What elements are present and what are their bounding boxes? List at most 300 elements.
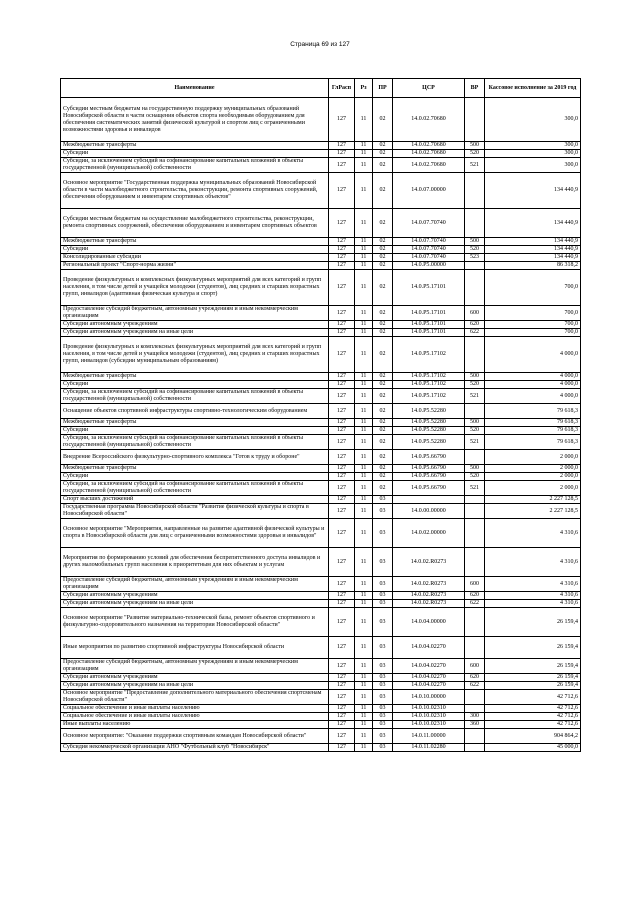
cell-amount: 26 159,4 bbox=[485, 608, 581, 637]
table-row bbox=[61, 690, 581, 705]
cell-pr: 02 bbox=[373, 173, 393, 209]
cell-vr: 300 bbox=[465, 713, 485, 721]
cell-csr: 14.0.02.R0273 bbox=[393, 548, 465, 577]
cell-name: Основное мероприятие "Предоставление дополнительного материального обеспечения спортсменам Новосибирской области" bbox=[61, 690, 329, 705]
cell-csr: 14.0.P5.17101 bbox=[393, 329, 465, 337]
table-row bbox=[61, 713, 581, 721]
cell-csr: 14.0.02.R0273 bbox=[393, 592, 465, 600]
cell-csr: 14.0.P5.17101 bbox=[393, 321, 465, 329]
table-row bbox=[61, 744, 581, 752]
cell-vr bbox=[465, 729, 485, 744]
cell-glrasp: 127 bbox=[329, 481, 355, 496]
cell-csr: 14.0.02.R0273 bbox=[393, 577, 465, 592]
cell-rz: 11 bbox=[355, 519, 373, 548]
cell-glrasp: 127 bbox=[329, 435, 355, 450]
cell-csr: 14.0.10.00000 bbox=[393, 690, 465, 705]
table-row bbox=[61, 659, 581, 674]
cell-csr: 14.0.07.70740 bbox=[393, 209, 465, 238]
cell-name: Проведение физкультурных и комплексных физкультурных мероприятий для всех категорий и групп населения, в том числе детей и учащейся молодежи (студентов), лиц средних и старших возрастных групп, инвалидов (субсидии муниципальным образованиям) bbox=[61, 337, 329, 373]
cell-pr: 03 bbox=[373, 744, 393, 752]
cell-glrasp: 127 bbox=[329, 674, 355, 682]
cell-rz: 11 bbox=[355, 713, 373, 721]
cell-glrasp: 127 bbox=[329, 381, 355, 389]
cell-pr: 02 bbox=[373, 98, 393, 142]
cell-glrasp: 127 bbox=[329, 270, 355, 306]
cell-amount: 2 000,0 bbox=[485, 481, 581, 496]
cell-name: Субсидии местным бюджетам на государственную поддержку муниципальных образований Новосибирской области в части оснащения объектов спорта необходимым оборудованием для обеспечения систематических занятий физической культурой и спортом лиц с ограниченными возможностями здоровья и инвалидов bbox=[61, 98, 329, 142]
cell-csr: 14.0.04.02270 bbox=[393, 659, 465, 674]
cell-rz: 11 bbox=[355, 404, 373, 419]
cell-vr: 500 bbox=[465, 373, 485, 381]
cell-csr: 14.0.P5.52280 bbox=[393, 404, 465, 419]
cell-pr: 03 bbox=[373, 713, 393, 721]
cell-name: Субсидии bbox=[61, 473, 329, 481]
cell-vr: 520 bbox=[465, 381, 485, 389]
cell-vr: 622 bbox=[465, 329, 485, 337]
cell-csr: 14.0.07.70740 bbox=[393, 246, 465, 254]
cell-name: Предоставление субсидий бюджетным, автономным учреждениям и иным некоммерческим организациям bbox=[61, 577, 329, 592]
header-glrasp: ГлРасп bbox=[329, 79, 355, 98]
cell-amount: 42 712,6 bbox=[485, 705, 581, 713]
header-name: Наименование bbox=[61, 79, 329, 98]
cell-vr: 500 bbox=[465, 465, 485, 473]
cell-vr bbox=[465, 98, 485, 142]
cell-rz: 11 bbox=[355, 150, 373, 158]
table-row bbox=[61, 246, 581, 254]
cell-glrasp: 127 bbox=[329, 548, 355, 577]
cell-csr: 14.0.02.70680 bbox=[393, 142, 465, 150]
cell-vr bbox=[465, 690, 485, 705]
cell-csr: 14.0.P5.17102 bbox=[393, 337, 465, 373]
table-row bbox=[61, 209, 581, 238]
cell-vr: 500 bbox=[465, 419, 485, 427]
cell-csr: 14.0.P5.17102 bbox=[393, 373, 465, 381]
cell-name: Основное мероприятие "Мероприятия, направленные на развитие адаптивной физической культуры и спорта в Новосибирской области для лиц с ограниченными возможностями здоровья и инвалидов" bbox=[61, 519, 329, 548]
cell-amount: 700,0 bbox=[485, 270, 581, 306]
cell-rz: 11 bbox=[355, 721, 373, 729]
cell-name: Субсидии местным бюджетам на осуществление малобюджетного строительства, реконструкции, ремонта спортивных сооружений, обеспечения оборудованием и инвентарем спортивных объектов bbox=[61, 209, 329, 238]
cell-glrasp: 127 bbox=[329, 337, 355, 373]
cell-name: Субсидии, за исключением субсидий на софинансирование капитальных вложений в объекты государственной (муниципальной) собственности bbox=[61, 481, 329, 496]
header-amount: Кассовое исполнение за 2019 год bbox=[485, 79, 581, 98]
cell-rz: 11 bbox=[355, 705, 373, 713]
cell-name: Проведение физкультурных и комплексных физкультурных мероприятий для всех категорий и групп населения, в том числе детей и учащейся молодежи (студентов), лиц средних и старших возрастных групп, инвалидов (адаптивная физическая культура и спорт) bbox=[61, 270, 329, 306]
cell-pr: 03 bbox=[373, 504, 393, 519]
cell-name: Основное мероприятие: "Оказание поддержки спортивным командам Новосибирской области" bbox=[61, 729, 329, 744]
cell-rz: 11 bbox=[355, 142, 373, 150]
table-row bbox=[61, 608, 581, 637]
cell-rz: 11 bbox=[355, 496, 373, 504]
cell-glrasp: 127 bbox=[329, 504, 355, 519]
cell-pr: 03 bbox=[373, 577, 393, 592]
cell-vr bbox=[465, 744, 485, 752]
cell-amount: 700,0 bbox=[485, 329, 581, 337]
cell-rz: 11 bbox=[355, 659, 373, 674]
cell-name: Предоставление субсидий бюджетным, автономным учреждениям и иным некоммерческим организациям bbox=[61, 659, 329, 674]
cell-amount: 2 227 128,5 bbox=[485, 496, 581, 504]
cell-vr: 520 bbox=[465, 473, 485, 481]
cell-rz: 11 bbox=[355, 427, 373, 435]
cell-amount: 79 618,3 bbox=[485, 435, 581, 450]
cell-csr: 14.0.02.70680 bbox=[393, 150, 465, 158]
cell-vr bbox=[465, 705, 485, 713]
cell-csr: 14.0.10.02310 bbox=[393, 721, 465, 729]
cell-amount: 4 310,6 bbox=[485, 519, 581, 548]
cell-pr: 02 bbox=[373, 373, 393, 381]
cell-rz: 11 bbox=[355, 419, 373, 427]
cell-pr: 03 bbox=[373, 729, 393, 744]
cell-glrasp: 127 bbox=[329, 659, 355, 674]
cell-rz: 11 bbox=[355, 465, 373, 473]
cell-csr: 14.0.P5.66790 bbox=[393, 465, 465, 473]
cell-rz: 11 bbox=[355, 729, 373, 744]
cell-vr: 521 bbox=[465, 481, 485, 496]
cell-pr: 02 bbox=[373, 427, 393, 435]
cell-name: Основное мероприятие "Развитие материально-технической базы, ремонт объектов спортивного и физкультурно-оздоровительного назначения на территории Новосибирской области" bbox=[61, 608, 329, 637]
cell-glrasp: 127 bbox=[329, 329, 355, 337]
cell-vr: 520 bbox=[465, 150, 485, 158]
table-row bbox=[61, 519, 581, 548]
cell-pr: 02 bbox=[373, 238, 393, 246]
table-row bbox=[61, 721, 581, 729]
cell-name: Иные мероприятия по развитию спортивной инфраструктуры Новосибирской области bbox=[61, 637, 329, 659]
cell-csr: 14.0.02.70680 bbox=[393, 158, 465, 173]
cell-name: Субсидии автономным учреждениям bbox=[61, 592, 329, 600]
table-row bbox=[61, 173, 581, 209]
cell-csr: 14.0.04.02270 bbox=[393, 637, 465, 659]
cell-glrasp: 127 bbox=[329, 306, 355, 321]
cell-name: Иные выплаты населению bbox=[61, 721, 329, 729]
cell-vr: 620 bbox=[465, 321, 485, 329]
table-row bbox=[61, 637, 581, 659]
table-row bbox=[61, 158, 581, 173]
cell-glrasp: 127 bbox=[329, 373, 355, 381]
cell-rz: 11 bbox=[355, 270, 373, 306]
cell-rz: 11 bbox=[355, 337, 373, 373]
cell-rz: 11 bbox=[355, 381, 373, 389]
table-row bbox=[61, 674, 581, 682]
cell-amount: 904 864,2 bbox=[485, 729, 581, 744]
table-row bbox=[61, 427, 581, 435]
cell-pr: 02 bbox=[373, 306, 393, 321]
cell-amount: 42 712,6 bbox=[485, 721, 581, 729]
cell-glrasp: 127 bbox=[329, 577, 355, 592]
cell-amount: 4 310,6 bbox=[485, 577, 581, 592]
cell-csr: 14.0.02.00000 bbox=[393, 519, 465, 548]
cell-rz: 11 bbox=[355, 254, 373, 262]
cell-csr: 14.0.P5.66790 bbox=[393, 473, 465, 481]
cell-vr bbox=[465, 496, 485, 504]
cell-glrasp: 127 bbox=[329, 608, 355, 637]
cell-amount: 45 000,0 bbox=[485, 744, 581, 752]
cell-amount: 26 159,4 bbox=[485, 682, 581, 690]
cell-glrasp: 127 bbox=[329, 209, 355, 238]
cell-vr: 600 bbox=[465, 306, 485, 321]
cell-amount: 79 618,3 bbox=[485, 427, 581, 435]
table-row bbox=[61, 419, 581, 427]
cell-name: Субсидии автономным учреждениям на иные цели bbox=[61, 329, 329, 337]
table-row bbox=[61, 389, 581, 404]
cell-glrasp: 127 bbox=[329, 389, 355, 404]
cell-glrasp: 127 bbox=[329, 729, 355, 744]
cell-amount: 300,0 bbox=[485, 142, 581, 150]
cell-vr bbox=[465, 404, 485, 419]
cell-amount: 4 000,0 bbox=[485, 389, 581, 404]
cell-pr: 02 bbox=[373, 450, 393, 465]
cell-vr bbox=[465, 450, 485, 465]
header-pr: ПР bbox=[373, 79, 393, 98]
cell-pr: 02 bbox=[373, 465, 393, 473]
cell-glrasp: 127 bbox=[329, 142, 355, 150]
cell-name: Субсидии, за исключением субсидий на софинансирование капитальных вложений в объекты государственной (муниципальной) собственности bbox=[61, 389, 329, 404]
cell-vr bbox=[465, 173, 485, 209]
cell-pr: 02 bbox=[373, 254, 393, 262]
table-row bbox=[61, 682, 581, 690]
cell-name: Субсидии, за исключением субсидий на софинансирование капитальных вложений в объекты государственной (муниципальной) собственности bbox=[61, 158, 329, 173]
cell-vr: 521 bbox=[465, 435, 485, 450]
cell-rz: 11 bbox=[355, 389, 373, 404]
table-row bbox=[61, 435, 581, 450]
cell-pr: 02 bbox=[373, 142, 393, 150]
cell-rz: 11 bbox=[355, 329, 373, 337]
cell-name: Основное мероприятие "Государственная поддержка муниципальных образований Новосибирской области в части малобюджетного строительства, реконструкции, ремонта спортивных сооружений, обеспечения оборудованием и инвентарем спортивных объектов" bbox=[61, 173, 329, 209]
page-number-header: Страница 69 из 127 bbox=[290, 41, 350, 48]
cell-csr: 14.0.P5.66790 bbox=[393, 481, 465, 496]
cell-csr: 14.0.04.02270 bbox=[393, 674, 465, 682]
cell-vr: 620 bbox=[465, 592, 485, 600]
cell-name: Консолидированные субсидии bbox=[61, 254, 329, 262]
cell-glrasp: 127 bbox=[329, 321, 355, 329]
cell-amount: 134 440,9 bbox=[485, 246, 581, 254]
cell-vr: 622 bbox=[465, 600, 485, 608]
cell-name: Межбюджетные трансферты bbox=[61, 419, 329, 427]
table-row bbox=[61, 381, 581, 389]
cell-rz: 11 bbox=[355, 306, 373, 321]
cell-glrasp: 127 bbox=[329, 600, 355, 608]
table-body bbox=[61, 98, 581, 752]
cell-pr: 03 bbox=[373, 690, 393, 705]
cell-vr bbox=[465, 262, 485, 270]
cell-csr: 14.0.04.02270 bbox=[393, 682, 465, 690]
cell-rz: 11 bbox=[355, 548, 373, 577]
cell-amount: 86 318,2 bbox=[485, 262, 581, 270]
cell-amount: 26 159,4 bbox=[485, 674, 581, 682]
cell-rz: 11 bbox=[355, 158, 373, 173]
cell-pr: 03 bbox=[373, 659, 393, 674]
cell-vr: 600 bbox=[465, 659, 485, 674]
cell-pr: 03 bbox=[373, 705, 393, 713]
table-row bbox=[61, 450, 581, 465]
cell-glrasp: 127 bbox=[329, 721, 355, 729]
cell-pr: 02 bbox=[373, 246, 393, 254]
cell-pr: 02 bbox=[373, 262, 393, 270]
cell-vr: 520 bbox=[465, 427, 485, 435]
cell-rz: 11 bbox=[355, 321, 373, 329]
cell-vr: 521 bbox=[465, 389, 485, 404]
cell-name: Субсидии автономным учреждениям bbox=[61, 674, 329, 682]
cell-vr bbox=[465, 504, 485, 519]
cell-pr: 02 bbox=[373, 435, 393, 450]
cell-name: Региональный проект "Спорт-норма жизни" bbox=[61, 262, 329, 270]
cell-amount: 134 440,9 bbox=[485, 173, 581, 209]
cell-rz: 11 bbox=[355, 481, 373, 496]
cell-amount: 134 440,9 bbox=[485, 238, 581, 246]
table-row bbox=[61, 321, 581, 329]
cell-amount: 300,0 bbox=[485, 98, 581, 142]
cell-glrasp: 127 bbox=[329, 262, 355, 270]
cell-glrasp: 127 bbox=[329, 465, 355, 473]
cell-vr: 521 bbox=[465, 158, 485, 173]
cell-rz: 11 bbox=[355, 690, 373, 705]
cell-csr: 14.0.P5.52280 bbox=[393, 427, 465, 435]
cell-csr: 14.0.P5.17101 bbox=[393, 306, 465, 321]
cell-name: Субсидии автономным учреждениям bbox=[61, 321, 329, 329]
cell-rz: 11 bbox=[355, 173, 373, 209]
table-row bbox=[61, 465, 581, 473]
cell-amount: 300,0 bbox=[485, 150, 581, 158]
table-row bbox=[61, 98, 581, 142]
cell-csr: 14.0.P5.17102 bbox=[393, 381, 465, 389]
cell-glrasp: 127 bbox=[329, 713, 355, 721]
cell-amount: 4 310,6 bbox=[485, 592, 581, 600]
cell-csr: 14.0.00.00000 bbox=[393, 504, 465, 519]
cell-glrasp: 127 bbox=[329, 173, 355, 209]
cell-amount: 4 000,0 bbox=[485, 373, 581, 381]
table-row bbox=[61, 270, 581, 306]
cell-amount: 700,0 bbox=[485, 321, 581, 329]
cell-amount: 300,0 bbox=[485, 158, 581, 173]
cell-csr: 14.0.10.02310 bbox=[393, 705, 465, 713]
cell-vr bbox=[465, 548, 485, 577]
cell-pr: 03 bbox=[373, 592, 393, 600]
cell-pr: 03 bbox=[373, 682, 393, 690]
cell-vr: 500 bbox=[465, 238, 485, 246]
cell-name: Оснащение объектов спортивной инфраструктуры спортивно-технологическим оборудованием bbox=[61, 404, 329, 419]
cell-glrasp: 127 bbox=[329, 404, 355, 419]
cell-pr: 02 bbox=[373, 404, 393, 419]
table-row bbox=[61, 306, 581, 321]
cell-amount: 42 712,6 bbox=[485, 713, 581, 721]
cell-amount: 4 000,0 bbox=[485, 337, 581, 373]
budget-execution-table bbox=[60, 78, 581, 752]
cell-name: Государственная программа Новосибирской области "Развитие физической культуры и спорта в Новосибирской области" bbox=[61, 504, 329, 519]
table-row bbox=[61, 254, 581, 262]
cell-vr: 360 bbox=[465, 721, 485, 729]
cell-rz: 11 bbox=[355, 600, 373, 608]
cell-glrasp: 127 bbox=[329, 427, 355, 435]
cell-rz: 11 bbox=[355, 682, 373, 690]
cell-amount: 26 159,4 bbox=[485, 659, 581, 674]
cell-glrasp: 127 bbox=[329, 519, 355, 548]
cell-vr bbox=[465, 608, 485, 637]
cell-vr bbox=[465, 519, 485, 548]
cell-csr: 14.0.P5.00000 bbox=[393, 262, 465, 270]
table-row bbox=[61, 373, 581, 381]
table-row bbox=[61, 150, 581, 158]
cell-name: Мероприятия по формированию условий для обеспечения беспрепятственного доступа инвалидов и других маломобильных групп населения к приоритетным для них объектам и услугам bbox=[61, 548, 329, 577]
cell-glrasp: 127 bbox=[329, 450, 355, 465]
table-row bbox=[61, 705, 581, 713]
cell-amount: 134 440,9 bbox=[485, 209, 581, 238]
header-rz: Рз bbox=[355, 79, 373, 98]
table-row bbox=[61, 504, 581, 519]
cell-rz: 11 bbox=[355, 637, 373, 659]
cell-name: Субсидии bbox=[61, 246, 329, 254]
cell-vr: 622 bbox=[465, 682, 485, 690]
cell-pr: 03 bbox=[373, 600, 393, 608]
cell-amount: 2 000,0 bbox=[485, 473, 581, 481]
cell-pr: 02 bbox=[373, 419, 393, 427]
cell-csr: 14.0.11.00000 bbox=[393, 729, 465, 744]
cell-pr: 03 bbox=[373, 637, 393, 659]
table-row bbox=[61, 600, 581, 608]
cell-rz: 11 bbox=[355, 592, 373, 600]
cell-rz: 11 bbox=[355, 450, 373, 465]
header-vr: ВР bbox=[465, 79, 485, 98]
cell-csr: 14.0.07.00000 bbox=[393, 173, 465, 209]
cell-csr: 14.0.P5.52280 bbox=[393, 435, 465, 450]
cell-glrasp: 127 bbox=[329, 592, 355, 600]
table-row bbox=[61, 577, 581, 592]
cell-amount: 26 159,4 bbox=[485, 637, 581, 659]
cell-pr: 02 bbox=[373, 321, 393, 329]
cell-csr: 14.0.07.70740 bbox=[393, 254, 465, 262]
cell-vr: 620 bbox=[465, 674, 485, 682]
cell-name: Субсидии автономным учреждениям на иные цели bbox=[61, 682, 329, 690]
cell-amount: 134 440,9 bbox=[485, 254, 581, 262]
cell-pr: 03 bbox=[373, 674, 393, 682]
table-row bbox=[61, 404, 581, 419]
cell-glrasp: 127 bbox=[329, 705, 355, 713]
cell-name: Межбюджетные трансферты bbox=[61, 142, 329, 150]
cell-name: Спорт высших достижений bbox=[61, 496, 329, 504]
cell-name: Межбюджетные трансферты bbox=[61, 238, 329, 246]
cell-pr: 02 bbox=[373, 337, 393, 373]
cell-rz: 11 bbox=[355, 209, 373, 238]
cell-rz: 11 bbox=[355, 608, 373, 637]
cell-glrasp: 127 bbox=[329, 238, 355, 246]
cell-csr: 14.0.P5.66790 bbox=[393, 450, 465, 465]
cell-amount: 4 000,0 bbox=[485, 381, 581, 389]
cell-pr: 02 bbox=[373, 473, 393, 481]
cell-pr: 02 bbox=[373, 158, 393, 173]
cell-glrasp: 127 bbox=[329, 473, 355, 481]
cell-amount: 2 000,0 bbox=[485, 450, 581, 465]
cell-name: Межбюджетные трансферты bbox=[61, 373, 329, 381]
table-row bbox=[61, 142, 581, 150]
cell-name: Социальное обеспечение и иные выплаты населению bbox=[61, 713, 329, 721]
cell-pr: 03 bbox=[373, 548, 393, 577]
cell-csr: 14.0.07.70740 bbox=[393, 238, 465, 246]
cell-pr: 02 bbox=[373, 150, 393, 158]
table-row bbox=[61, 262, 581, 270]
cell-name: Социальное обеспечение и иные выплаты населению bbox=[61, 705, 329, 713]
cell-vr bbox=[465, 337, 485, 373]
cell-pr: 02 bbox=[373, 209, 393, 238]
cell-pr: 03 bbox=[373, 519, 393, 548]
cell-csr: 14.0.04.00000 bbox=[393, 608, 465, 637]
table-row bbox=[61, 481, 581, 496]
cell-amount: 2 227 128,5 bbox=[485, 504, 581, 519]
table-row bbox=[61, 496, 581, 504]
cell-csr: 14.0.11.02280 bbox=[393, 744, 465, 752]
cell-name: Субсидия некоммерческой организации АНО "Футбольный клуб "Новосибирск" bbox=[61, 744, 329, 752]
cell-csr: 14.0.P5.17102 bbox=[393, 389, 465, 404]
cell-name: Субсидии автономным учреждениям на иные цели bbox=[61, 600, 329, 608]
cell-pr: 02 bbox=[373, 270, 393, 306]
cell-pr: 02 bbox=[373, 329, 393, 337]
table-row bbox=[61, 329, 581, 337]
